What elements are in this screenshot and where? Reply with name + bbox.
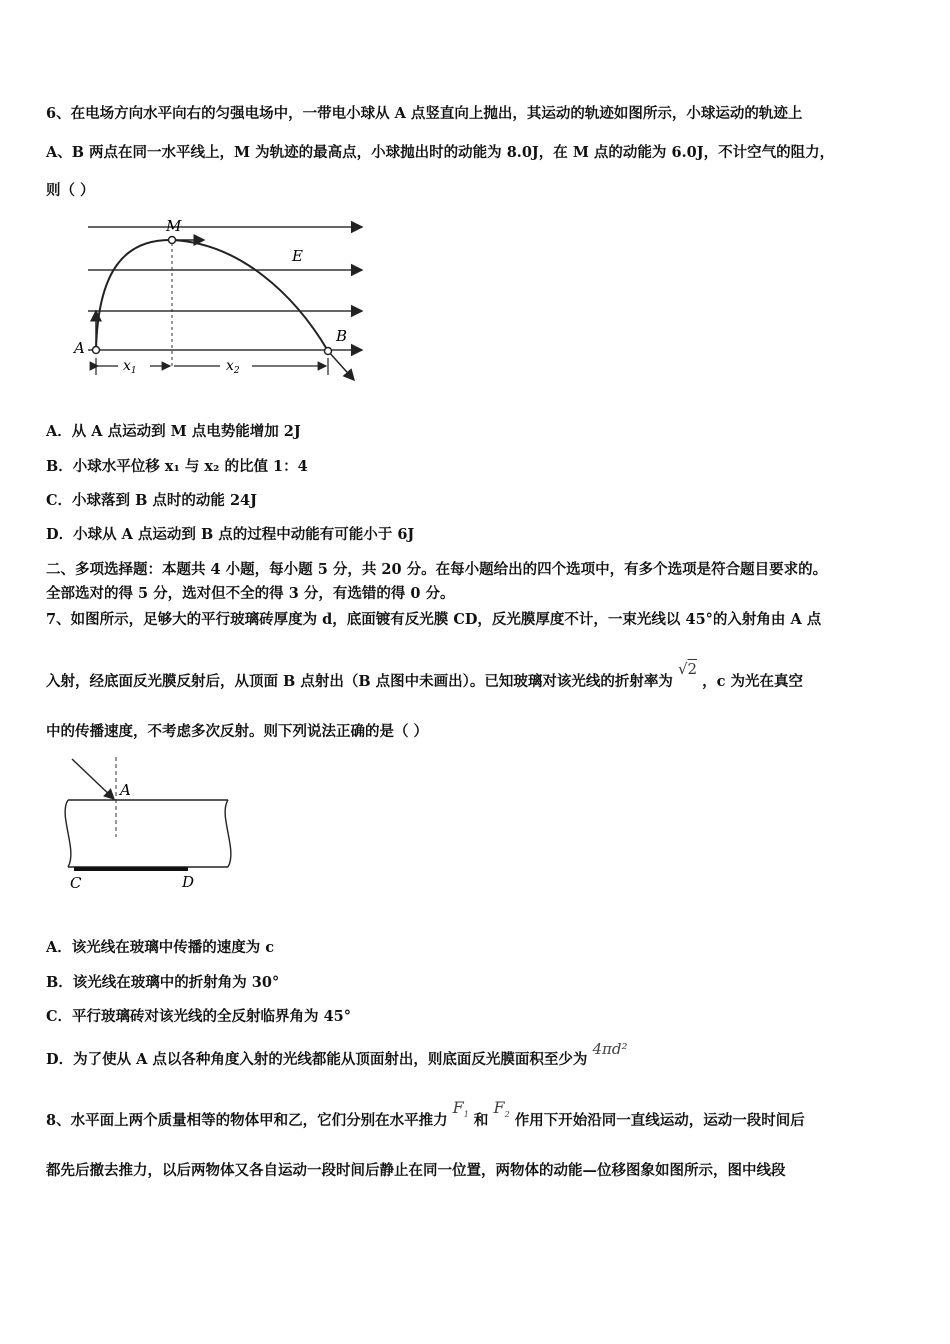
- q7-figure-glass-slab: [50, 755, 250, 895]
- label-A: A: [74, 339, 85, 357]
- q7-option-a: A．该光线在玻璃中传播的速度为 c: [46, 939, 275, 956]
- f2-symbol: $F_2$: [493, 1098, 510, 1120]
- q7-stem-line3: 中的传播速度，不考虑多次反射。则下列说法正确的是（ ）: [46, 723, 429, 740]
- q7-line2-post: ，c 为光在真空: [702, 673, 804, 690]
- label-C: C: [70, 874, 82, 892]
- f1-symbol: $F_1$: [452, 1098, 469, 1120]
- q7-line2-pre: 入射，经底面反光膜反射后，从顶面 B 点射出（B 点图中未画出）。已知玻璃对该光线的折射率为: [46, 673, 673, 690]
- q6-option-a: A．从 A 点运动到 M 点电势能增加 2J: [46, 423, 301, 440]
- q6-stem-line2: A、B 两点在同一水平线上，M 为轨迹的最高点，小球抛出时的动能为 8.0J，在 M 点的动能为 6.0J，不计空气的阻力，: [46, 144, 835, 161]
- q7-stem-line2: [46, 660, 804, 691]
- q6-stem-line3: 则（ ）: [46, 182, 95, 199]
- label-D: D: [182, 873, 195, 891]
- label-E: E: [292, 247, 303, 265]
- and-word: 和: [473, 1112, 489, 1129]
- point-A: [93, 347, 100, 354]
- sqrt-2-formula: √2: [677, 660, 698, 678]
- q8-stem-line1: [46, 1098, 805, 1131]
- q8-stem-line2: 都先后撤去推力，以后两物体又各自运动一段时间后静止在同一位置，两物体的动能—位移图象如图所示，图中线段: [46, 1162, 786, 1179]
- area-formula: 4πd²: [592, 1040, 628, 1058]
- q7-option-d-text: D．为了使从 A 点以各种角度入射的光线都能从顶面射出，则底面反光膜面积至少为: [46, 1051, 588, 1068]
- q6-option-d: D．小球从 A 点运动到 B 点的过程中动能有可能小于 6J: [46, 526, 415, 543]
- q7-option-b: B．该光线在玻璃中的折射角为 30°: [46, 974, 280, 991]
- q8-line1-post: 作用下开始沿同一直线运动，运动一段时间后: [514, 1112, 805, 1129]
- q6-option-b: B．小球水平位移 x₁ 与 x₂ 的比值 1：4: [46, 458, 308, 475]
- incident-ray: [72, 759, 114, 799]
- label-A: A: [120, 781, 131, 799]
- label-x2: $x_2$: [226, 358, 240, 376]
- point-M: [169, 237, 176, 244]
- section2-line2: 全部选对的得 5 分，选对但不全的得 3 分，有选错的得 0 分。: [46, 585, 455, 602]
- label-B: B: [336, 327, 348, 345]
- section2-line1: 二、多项选择题：本题共 4 小题，每小题 5 分，共 20 分。在每小题给出的四个选项中，有多个选项是符合题目要求的。: [46, 561, 828, 578]
- q6-figure-trajectory: [70, 215, 370, 385]
- label-x1: $x_1$: [123, 358, 137, 376]
- q6-option-c: C．小球落到 B 点时的动能 24J: [46, 492, 257, 509]
- q7-option-d: [46, 1040, 628, 1069]
- q7-stem-line1: 7、如图所示，足够大的平行玻璃砖厚度为 d，底面镀有反光膜 CD，反光膜厚度不计，一束光线以 45°的入射角由 A 点: [46, 611, 822, 628]
- label-M: M: [166, 217, 182, 235]
- q8-line1-pre: 8、水平面上两个质量相等的物体甲和乙，它们分别在水平推力: [46, 1112, 448, 1129]
- point-B: [325, 348, 332, 355]
- field-lines: [88, 227, 362, 350]
- q6-stem-line1: 6、在电场方向水平向右的匀强电场中，一带电小球从 A 点竖直向上抛出，其运动的轨迹如图所示，小球运动的轨迹上: [46, 105, 803, 122]
- q7-option-c: C．平行玻璃砖对该光线的全反射临界角为 45°: [46, 1008, 352, 1025]
